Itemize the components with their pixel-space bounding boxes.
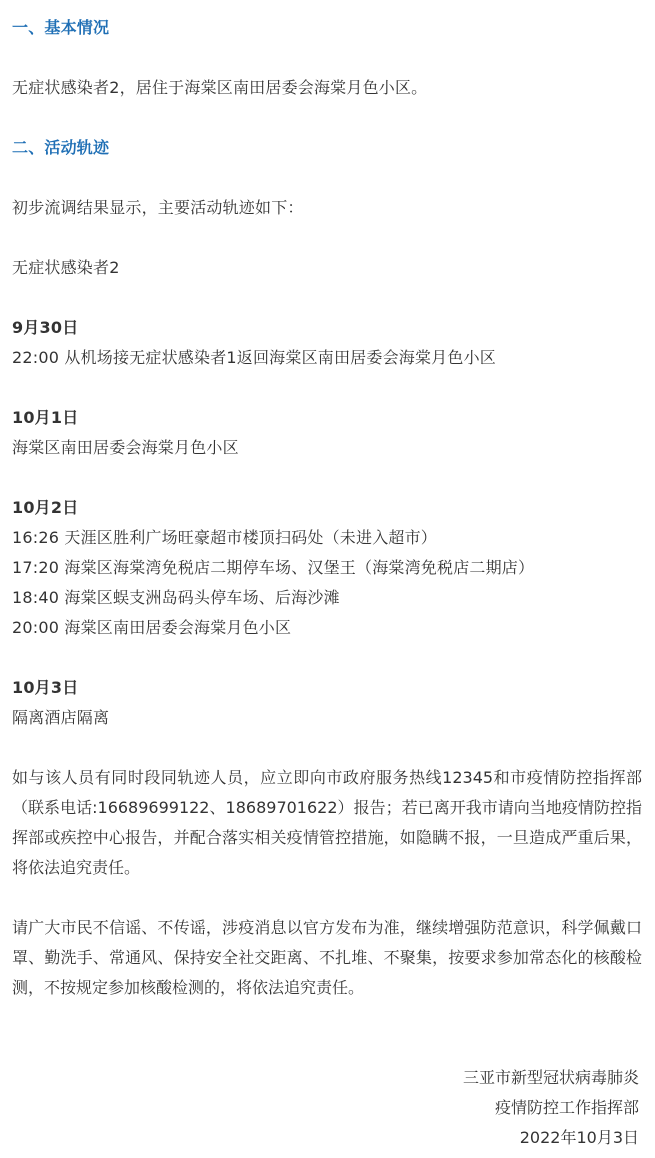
signature-org-line2: 疫情防控工作指挥部: [494, 1098, 639, 1117]
date-label: 10月3日: [12, 678, 79, 697]
notice-public-paragraph: 请广大市民不信谣、不传谣，涉疫消息以官方发布为准，继续增强防范意识，科学佩戴口罩、勤洗手、常通风、保持安全社交距离、不扎堆、不聚集，按要求参加常态化的核酸检测，不按规定参加核酸检测的，将依法追究责任。: [12, 918, 642, 997]
section-title-activity-track: 二、活动轨迹: [12, 138, 110, 157]
signature-date: 2022年10月3日: [519, 1128, 639, 1147]
date-label: 10月1日: [12, 408, 79, 427]
date-label: 9月30日: [12, 318, 79, 337]
section-title-basic-info: 一、基本情况: [12, 18, 110, 37]
date-label: 10月2日: [12, 498, 79, 517]
signature-org-line1: 三亚市新型冠状病毒肺炎: [462, 1068, 639, 1087]
track-entry: 16:26 天涯区胜利广场旺豪超市楼顶扫码处（未进入超市）: [12, 528, 437, 547]
basic-info-text: 无症状感染者2，居住于海棠区南田居委会海棠月色小区。: [12, 78, 428, 97]
track-entry: 22:00 从机场接无症状感染者1返回海棠区南田居委会海棠月色小区: [12, 348, 496, 367]
track-entry: 17:20 海棠区海棠湾免税店二期停车场、汉堡王（海棠湾免税店二期店）: [12, 558, 535, 577]
track-entry: 海棠区南田居委会海棠月色小区: [12, 438, 239, 457]
subject-label: 无症状感染者2: [12, 258, 120, 277]
track-entry: 隔离酒店隔离: [12, 708, 110, 727]
activity-intro-text: 初步流调结果显示，主要活动轨迹如下：: [12, 198, 304, 217]
notice-report-paragraph: 如与该人员有同时段同轨迹人员，应立即向市政府服务热线12345和市疫情防控指挥部（联系电话:16689699122、18689701622）报告；若已离开我市请向当地疫情防控指挥部或疾控中心报告，并配合落实相关疫情管控措施，如隐瞒不报，一旦造成严重后果，将依法追究责任。: [12, 768, 642, 877]
track-entry: 20:00 海棠区南田居委会海棠月色小区: [12, 618, 292, 637]
track-entry: 18:40 海棠区蜈支洲岛码头停车场、后海沙滩: [12, 588, 340, 607]
